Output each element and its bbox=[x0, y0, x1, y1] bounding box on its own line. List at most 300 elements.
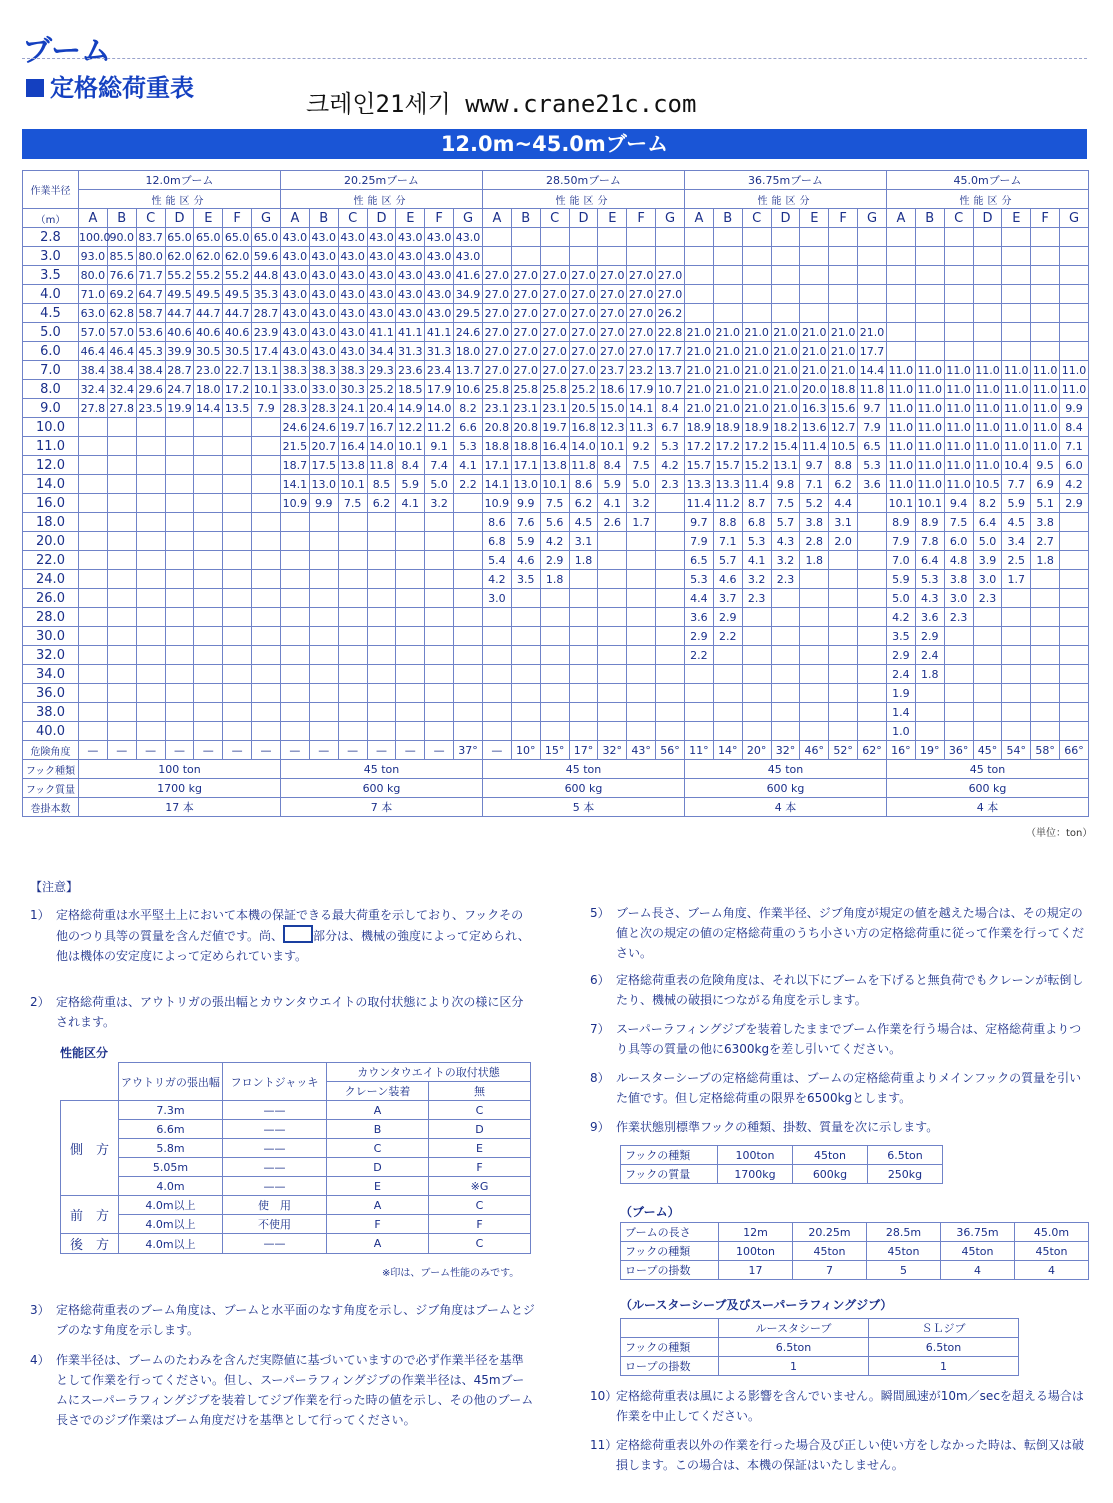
load-cell: 4.8 bbox=[944, 551, 973, 570]
load-cell bbox=[309, 665, 338, 684]
load-cell: 2.2 bbox=[713, 627, 742, 646]
load-cell bbox=[223, 418, 252, 437]
square-bullet-icon bbox=[26, 79, 44, 97]
load-cell bbox=[627, 665, 656, 684]
load-cell bbox=[511, 665, 540, 684]
load-cell: 27.0 bbox=[540, 361, 569, 380]
load-cell bbox=[223, 532, 252, 551]
radius-cell: 9.0 bbox=[23, 399, 79, 418]
load-cell bbox=[367, 703, 396, 722]
load-cell bbox=[887, 285, 916, 304]
load-cell: 27.0 bbox=[569, 361, 598, 380]
load-cell: 2.4 bbox=[915, 646, 944, 665]
table-row bbox=[23, 513, 1089, 532]
load-cell bbox=[107, 475, 136, 494]
load-cell bbox=[136, 456, 165, 475]
class-letter: C bbox=[136, 209, 165, 228]
load-cell: 49.5 bbox=[165, 285, 194, 304]
load-cell: 65.0 bbox=[252, 228, 281, 247]
load-cell: 43.0 bbox=[338, 266, 367, 285]
load-cell bbox=[713, 228, 742, 247]
load-cell bbox=[252, 475, 281, 494]
load-cell: 18.0 bbox=[194, 380, 223, 399]
danger-angle-cell: — bbox=[367, 741, 396, 760]
load-cell: 10.1 bbox=[540, 475, 569, 494]
load-cell bbox=[742, 304, 771, 323]
load-cell: 11.0 bbox=[1031, 418, 1060, 437]
load-cell: 21.0 bbox=[742, 399, 771, 418]
load-cell bbox=[425, 722, 454, 741]
load-cell: 21.0 bbox=[713, 323, 742, 342]
load-cell: 27.0 bbox=[511, 342, 540, 361]
load-cell: 20.0 bbox=[800, 380, 829, 399]
load-cell: 24.6 bbox=[309, 418, 338, 437]
class-letter: C bbox=[944, 209, 973, 228]
load-cell: 21.0 bbox=[829, 361, 858, 380]
load-cell bbox=[79, 589, 108, 608]
load-cell: 34.4 bbox=[367, 342, 396, 361]
load-cell bbox=[165, 551, 194, 570]
load-cell bbox=[829, 722, 858, 741]
load-cell bbox=[79, 627, 108, 646]
load-cell: 18.8 bbox=[483, 437, 512, 456]
load-cell: 40.6 bbox=[165, 323, 194, 342]
load-cell: 1.7 bbox=[1002, 570, 1031, 589]
load-cell bbox=[656, 665, 685, 684]
load-cell bbox=[396, 646, 425, 665]
danger-angle-cell: 52° bbox=[829, 741, 858, 760]
table-row bbox=[23, 361, 1089, 380]
load-cell: 21.0 bbox=[713, 342, 742, 361]
class-letter: B bbox=[511, 209, 540, 228]
load-cell: 9.7 bbox=[858, 399, 887, 418]
load-cell bbox=[252, 722, 281, 741]
load-cell: 43.0 bbox=[425, 266, 454, 285]
load-cell bbox=[425, 665, 454, 684]
table-row bbox=[23, 266, 1089, 285]
boom-header: 45.0mブーム bbox=[887, 171, 1089, 190]
load-cell bbox=[915, 285, 944, 304]
load-cell bbox=[223, 646, 252, 665]
load-cell bbox=[598, 247, 627, 266]
load-cell bbox=[79, 513, 108, 532]
load-cell bbox=[194, 532, 223, 551]
load-cell bbox=[79, 684, 108, 703]
hook-mass-cell: 1700 kg bbox=[79, 779, 281, 798]
radius-cell: 20.0 bbox=[23, 532, 79, 551]
load-cell: 2.2 bbox=[454, 475, 483, 494]
load-cell bbox=[79, 532, 108, 551]
load-cell: 45.3 bbox=[136, 342, 165, 361]
load-cell bbox=[915, 684, 944, 703]
load-cell: 3.8 bbox=[800, 513, 829, 532]
load-cell: 4.2 bbox=[1060, 475, 1089, 494]
load-cell bbox=[829, 684, 858, 703]
load-cell bbox=[338, 589, 367, 608]
perf-header-none: 無 bbox=[429, 1082, 531, 1101]
radius-cell: 14.0 bbox=[23, 475, 79, 494]
load-cell: 62.0 bbox=[194, 247, 223, 266]
load-cell bbox=[713, 684, 742, 703]
load-cell bbox=[656, 494, 685, 513]
load-cell bbox=[252, 703, 281, 722]
radius-cell: 10.0 bbox=[23, 418, 79, 437]
load-cell bbox=[107, 456, 136, 475]
load-cell: 18.8 bbox=[829, 380, 858, 399]
load-cell bbox=[858, 494, 887, 513]
danger-angle-cell: 19° bbox=[915, 741, 944, 760]
load-cell: 11.0 bbox=[887, 437, 916, 456]
load-cell bbox=[165, 703, 194, 722]
load-cell: 43.0 bbox=[367, 285, 396, 304]
class-letter: A bbox=[483, 209, 512, 228]
class-letter: B bbox=[309, 209, 338, 228]
load-cell bbox=[425, 532, 454, 551]
load-cell: 2.9 bbox=[713, 608, 742, 627]
table-row bbox=[23, 627, 1089, 646]
load-cell: 44.7 bbox=[165, 304, 194, 323]
load-cell bbox=[136, 722, 165, 741]
load-cell: 43.0 bbox=[338, 323, 367, 342]
load-cell bbox=[540, 703, 569, 722]
load-cell: 7.5 bbox=[771, 494, 800, 513]
danger-angle-cell: — bbox=[252, 741, 281, 760]
load-cell: 21.0 bbox=[713, 399, 742, 418]
load-cell bbox=[1031, 627, 1060, 646]
load-cell bbox=[685, 684, 714, 703]
table-row bbox=[23, 418, 1089, 437]
load-cell: 21.0 bbox=[771, 399, 800, 418]
load-cell: 14.0 bbox=[425, 399, 454, 418]
load-cell bbox=[107, 551, 136, 570]
load-cell: 2.9 bbox=[1060, 494, 1089, 513]
load-cell bbox=[107, 494, 136, 513]
load-cell: 65.0 bbox=[223, 228, 252, 247]
load-cell bbox=[1031, 703, 1060, 722]
load-cell bbox=[973, 342, 1002, 361]
danger-angle-cell: — bbox=[483, 741, 512, 760]
load-cell bbox=[165, 722, 194, 741]
load-cell bbox=[223, 703, 252, 722]
load-cell bbox=[771, 684, 800, 703]
load-cell bbox=[483, 722, 512, 741]
load-cell: 21.0 bbox=[800, 342, 829, 361]
load-cell bbox=[252, 437, 281, 456]
table-row bbox=[23, 646, 1089, 665]
load-cell bbox=[944, 247, 973, 266]
section-title: ブーム bbox=[22, 34, 112, 69]
load-cell: 43.0 bbox=[338, 247, 367, 266]
load-cell: 27.0 bbox=[483, 266, 512, 285]
load-cell bbox=[973, 228, 1002, 247]
load-cell: 4.1 bbox=[454, 456, 483, 475]
load-cell: 10.7 bbox=[656, 380, 685, 399]
radius-cell: 22.0 bbox=[23, 551, 79, 570]
load-cell bbox=[309, 627, 338, 646]
load-cell: 5.9 bbox=[1002, 494, 1031, 513]
load-cell: 22.7 bbox=[223, 361, 252, 380]
load-cell bbox=[1060, 266, 1089, 285]
load-cell bbox=[223, 551, 252, 570]
load-cell bbox=[511, 703, 540, 722]
load-cell: 43.0 bbox=[396, 285, 425, 304]
load-cell bbox=[713, 665, 742, 684]
load-cell: 93.0 bbox=[79, 247, 108, 266]
bold-box-icon bbox=[283, 925, 313, 943]
load-cell bbox=[107, 646, 136, 665]
load-cell bbox=[713, 247, 742, 266]
load-cell bbox=[1060, 323, 1089, 342]
load-cell: 38.4 bbox=[107, 361, 136, 380]
load-cell: 20.5 bbox=[569, 399, 598, 418]
load-cell bbox=[915, 228, 944, 247]
load-cell bbox=[973, 627, 1002, 646]
load-cell: 11.0 bbox=[887, 418, 916, 437]
load-cell: 8.2 bbox=[454, 399, 483, 418]
rope-count-cell: 4 本 bbox=[685, 798, 887, 817]
load-cell: 11.2 bbox=[425, 418, 454, 437]
load-cell: 17.7 bbox=[858, 342, 887, 361]
load-cell bbox=[1060, 684, 1089, 703]
load-cell bbox=[627, 684, 656, 703]
load-cell bbox=[1031, 684, 1060, 703]
load-cell: 9.9 bbox=[511, 494, 540, 513]
rope-count-cell: 5 本 bbox=[483, 798, 685, 817]
load-cell: 30.5 bbox=[223, 342, 252, 361]
class-letter: G bbox=[656, 209, 685, 228]
load-cell bbox=[483, 665, 512, 684]
table-title: 定格総荷重表 bbox=[26, 68, 194, 103]
load-cell: 10.1 bbox=[915, 494, 944, 513]
load-cell bbox=[742, 266, 771, 285]
load-cell bbox=[1060, 570, 1089, 589]
load-cell bbox=[136, 532, 165, 551]
load-cell bbox=[569, 247, 598, 266]
load-cell: 65.0 bbox=[194, 228, 223, 247]
load-cell: 7.9 bbox=[252, 399, 281, 418]
load-cell: 5.9 bbox=[887, 570, 916, 589]
load-cell bbox=[281, 703, 310, 722]
load-cell bbox=[483, 703, 512, 722]
load-cell: 41.1 bbox=[396, 323, 425, 342]
danger-angle-cell: 37° bbox=[454, 741, 483, 760]
danger-angle-cell: — bbox=[165, 741, 194, 760]
danger-angle-cell: 32° bbox=[598, 741, 627, 760]
load-cell bbox=[858, 722, 887, 741]
load-cell bbox=[165, 456, 194, 475]
load-cell: 44.8 bbox=[252, 266, 281, 285]
perf-header-cw: カウンタウエイトの取付状態 bbox=[327, 1063, 531, 1082]
load-cell bbox=[540, 608, 569, 627]
load-cell bbox=[252, 551, 281, 570]
load-cell: 62.8 bbox=[107, 304, 136, 323]
load-cell bbox=[165, 513, 194, 532]
load-cell: 11.0 bbox=[1031, 399, 1060, 418]
load-cell: 55.2 bbox=[223, 266, 252, 285]
load-cell: 12.3 bbox=[598, 418, 627, 437]
load-cell: 23.1 bbox=[511, 399, 540, 418]
load-cell bbox=[1002, 703, 1031, 722]
load-cell bbox=[915, 703, 944, 722]
load-cell bbox=[685, 285, 714, 304]
load-cell bbox=[627, 228, 656, 247]
load-cell: 27.0 bbox=[540, 266, 569, 285]
load-cell: 1.8 bbox=[800, 551, 829, 570]
load-cell bbox=[771, 266, 800, 285]
load-cell bbox=[540, 665, 569, 684]
radius-cell: 34.0 bbox=[23, 665, 79, 684]
load-cell bbox=[627, 722, 656, 741]
load-cell: 21.0 bbox=[685, 380, 714, 399]
load-cell: 7.5 bbox=[540, 494, 569, 513]
load-cell bbox=[887, 323, 916, 342]
load-cell bbox=[1060, 285, 1089, 304]
load-cell: 5.9 bbox=[598, 475, 627, 494]
load-cell: 27.0 bbox=[511, 304, 540, 323]
load-cell: 6.9 bbox=[1031, 475, 1060, 494]
load-cell bbox=[829, 266, 858, 285]
load-cell bbox=[627, 247, 656, 266]
load-cell bbox=[858, 304, 887, 323]
load-cell: 10.1 bbox=[338, 475, 367, 494]
load-cell: 13.8 bbox=[540, 456, 569, 475]
load-cell bbox=[915, 323, 944, 342]
load-cell: 11.0 bbox=[915, 475, 944, 494]
load-cell: 2.3 bbox=[973, 589, 1002, 608]
class-letter: D bbox=[771, 209, 800, 228]
load-cell: 21.0 bbox=[742, 361, 771, 380]
load-cell bbox=[656, 247, 685, 266]
load-cell: 18.5 bbox=[396, 380, 425, 399]
load-cell: 18.2 bbox=[771, 418, 800, 437]
danger-angle-cell: — bbox=[281, 741, 310, 760]
load-cell: 43.0 bbox=[281, 247, 310, 266]
load-cell bbox=[1002, 646, 1031, 665]
load-cell bbox=[396, 551, 425, 570]
load-cell bbox=[454, 570, 483, 589]
load-cell: 27.8 bbox=[79, 399, 108, 418]
load-cell: 27.0 bbox=[483, 285, 512, 304]
load-cell bbox=[165, 589, 194, 608]
load-cell bbox=[194, 627, 223, 646]
load-cell: 11.3 bbox=[627, 418, 656, 437]
load-cell bbox=[252, 456, 281, 475]
load-cell: 3.0 bbox=[973, 570, 1002, 589]
load-cell bbox=[771, 304, 800, 323]
load-cell bbox=[742, 627, 771, 646]
load-cell bbox=[79, 456, 108, 475]
load-cell: 27.8 bbox=[107, 399, 136, 418]
load-cell bbox=[107, 627, 136, 646]
load-cell bbox=[1060, 608, 1089, 627]
load-cell bbox=[511, 684, 540, 703]
class-letter: G bbox=[252, 209, 281, 228]
load-cell: 1.8 bbox=[569, 551, 598, 570]
load-cell bbox=[829, 285, 858, 304]
danger-angle-cell: 56° bbox=[656, 741, 685, 760]
load-cell: 8.5 bbox=[367, 475, 396, 494]
load-cell: 11.0 bbox=[887, 456, 916, 475]
class-letter: C bbox=[742, 209, 771, 228]
load-cell: 28.3 bbox=[309, 399, 338, 418]
load-cell: 7.9 bbox=[858, 418, 887, 437]
hook-mass-cell: 600 kg bbox=[685, 779, 887, 798]
load-cell: 7.9 bbox=[685, 532, 714, 551]
load-cell: 17.9 bbox=[627, 380, 656, 399]
perf-header-jack: フロントジャッキ bbox=[223, 1063, 327, 1101]
load-cell: 27.0 bbox=[540, 323, 569, 342]
load-cell: 76.6 bbox=[107, 266, 136, 285]
load-cell bbox=[79, 418, 108, 437]
load-cell: 11.0 bbox=[973, 380, 1002, 399]
load-cell bbox=[656, 228, 685, 247]
load-cell: 63.0 bbox=[79, 304, 108, 323]
load-cell bbox=[338, 551, 367, 570]
load-cell bbox=[252, 589, 281, 608]
load-cell: 13.3 bbox=[713, 475, 742, 494]
boom-range-banner: 12.0m~45.0mブーム bbox=[22, 129, 1087, 159]
load-cell: 5.0 bbox=[425, 475, 454, 494]
load-cell: 21.0 bbox=[771, 323, 800, 342]
load-cell: 33.0 bbox=[281, 380, 310, 399]
load-cell: 27.0 bbox=[598, 285, 627, 304]
load-cell bbox=[598, 228, 627, 247]
load-cell bbox=[944, 703, 973, 722]
load-cell bbox=[454, 551, 483, 570]
load-cell: 3.7 bbox=[713, 589, 742, 608]
load-cell bbox=[454, 722, 483, 741]
load-cell: 8.7 bbox=[742, 494, 771, 513]
load-cell: 20.4 bbox=[367, 399, 396, 418]
boom-header: 12.0mブーム bbox=[79, 171, 281, 190]
load-cell bbox=[627, 589, 656, 608]
load-cell: 6.2 bbox=[829, 475, 858, 494]
load-cell bbox=[858, 684, 887, 703]
load-cell: 13.3 bbox=[685, 475, 714, 494]
load-cell bbox=[338, 513, 367, 532]
load-cell: 43.0 bbox=[396, 304, 425, 323]
load-cell: 25.8 bbox=[511, 380, 540, 399]
load-cell bbox=[79, 475, 108, 494]
load-cell: 43.0 bbox=[309, 304, 338, 323]
load-cell: 5.3 bbox=[742, 532, 771, 551]
danger-angle-cell: 62° bbox=[858, 741, 887, 760]
load-cell: 27.0 bbox=[598, 342, 627, 361]
load-cell: 64.7 bbox=[136, 285, 165, 304]
load-cell bbox=[656, 532, 685, 551]
load-cell: 11.8 bbox=[367, 456, 396, 475]
load-cell: 14.0 bbox=[569, 437, 598, 456]
load-cell bbox=[338, 646, 367, 665]
load-cell: 21.0 bbox=[771, 380, 800, 399]
load-cell: 3.4 bbox=[1002, 532, 1031, 551]
load-cell bbox=[829, 247, 858, 266]
load-cell bbox=[713, 722, 742, 741]
load-cell: 16.8 bbox=[569, 418, 598, 437]
load-cell bbox=[858, 665, 887, 684]
load-cell bbox=[367, 532, 396, 551]
load-cell: 9.4 bbox=[944, 494, 973, 513]
load-cell bbox=[829, 608, 858, 627]
load-cell bbox=[136, 475, 165, 494]
table-row bbox=[23, 722, 1089, 741]
load-cell: 43.0 bbox=[396, 266, 425, 285]
load-cell bbox=[771, 589, 800, 608]
load-cell: 1.8 bbox=[540, 570, 569, 589]
load-cell bbox=[511, 608, 540, 627]
load-cell: 11.0 bbox=[944, 361, 973, 380]
danger-angle-cell: — bbox=[396, 741, 425, 760]
